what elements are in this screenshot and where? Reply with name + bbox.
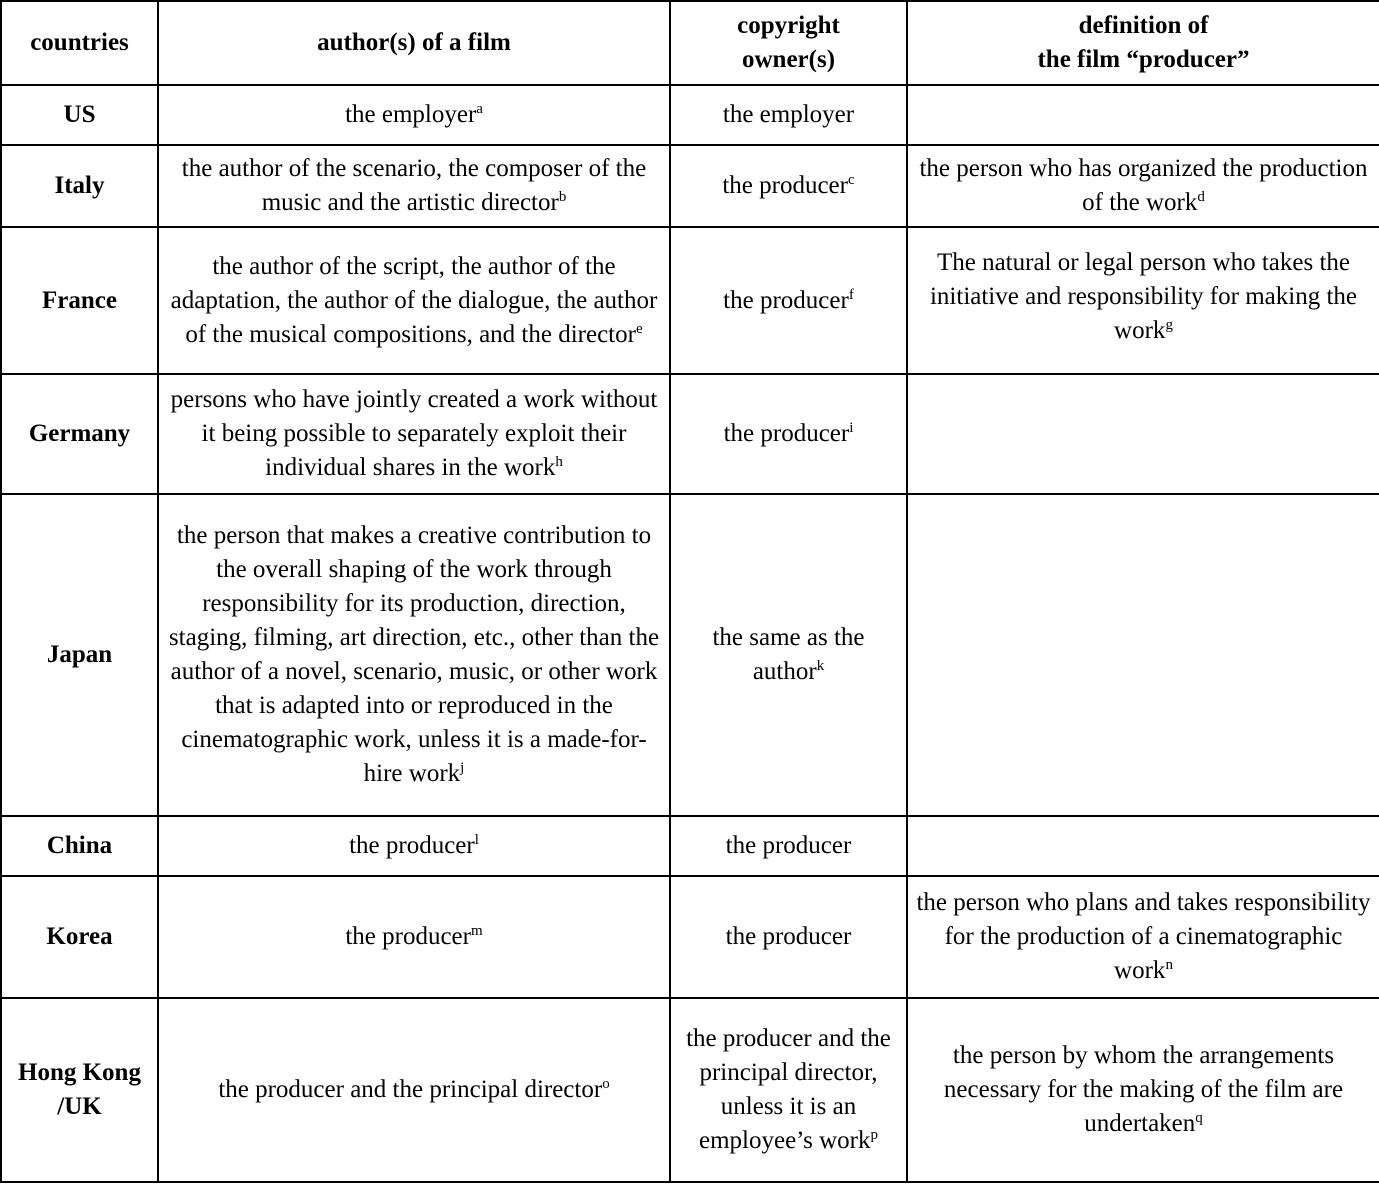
owner-text: the producer (723, 420, 850, 447)
definition-cell (907, 998, 1379, 1182)
country-cell: Hong Kong /UK (1, 998, 158, 1182)
definition-cell (907, 145, 1379, 227)
author-text: the author of the script, the author of the adaptation, the author of the dialogue, the author of the musical compositions, and the director (170, 252, 658, 348)
footnote-marker: b (558, 189, 567, 205)
country-cell: China (1, 816, 158, 876)
country-cell: Italy (1, 145, 158, 227)
header-owners-line1: copyright (737, 12, 840, 39)
footnote-marker: p (870, 1127, 878, 1143)
definition-cell (907, 494, 1379, 816)
definition-text: the person who has organized the production of the work (919, 155, 1368, 216)
header-authors: author(s) of a film (158, 1, 670, 85)
footnote-marker: a (476, 101, 483, 117)
country-cell: France (1, 227, 158, 374)
owner-cell (670, 876, 907, 998)
country-cell: Germany (1, 374, 158, 494)
owner-cell (670, 145, 907, 227)
definition-text: the person by whom the arrangements necessary for the making of the film are undertaken (943, 1042, 1344, 1137)
owner-text: the producer (723, 286, 849, 314)
country-cell: Korea (1, 876, 158, 998)
author-text: the producer and the principal director (218, 1076, 603, 1103)
table-row-japan (1, 494, 1379, 816)
definition-cell (907, 876, 1379, 998)
author-text: the person that makes a creative contribution to the overall shaping of the work through responsibility for its production, direction, staging, filming, art direction, etc., other than the author of a novel, scenario, music, or other work that is adapted into or reproduced in the cinematographic work, unless it is a made-for-hire work (168, 522, 660, 787)
country-cell: Japan (1, 494, 158, 816)
header-definition (907, 1, 1379, 85)
footnote-marker: d (1197, 189, 1205, 205)
author-cell (158, 876, 670, 998)
author-text: the employer (345, 101, 477, 128)
header-definition-line2: the film “producer” (1037, 46, 1250, 73)
definition-cell (907, 85, 1379, 145)
author-cell (158, 998, 670, 1182)
author-text: the author of the scenario, the composer of the music and the artistic director (181, 155, 647, 216)
footnote-marker: q (1195, 1110, 1203, 1126)
footnote-marker: m (470, 923, 483, 939)
owner-text: the producer and the principal director, unless it is an employee’s work (686, 1025, 891, 1154)
footnote-marker: o (602, 1076, 610, 1092)
author-cell (158, 85, 670, 145)
author-cell (158, 816, 670, 876)
footnote-marker: c (847, 172, 855, 188)
header-owners-line2: owner(s) (741, 46, 836, 73)
author-cell (158, 374, 670, 494)
footnote-marker: j (460, 760, 465, 776)
table-row-us (1, 85, 1379, 145)
owner-cell (670, 816, 907, 876)
owner-cell (670, 85, 907, 145)
table-row-hongkong-uk (1, 998, 1379, 1182)
header-countries: countries (1, 1, 158, 85)
owner-text: the producer (722, 172, 848, 199)
author-text: the producer (345, 923, 471, 950)
definition-text: the person who plans and takes responsibility for the production of a cinematographic work (916, 889, 1371, 984)
definition-cell (907, 816, 1379, 876)
owner-text: the producer (725, 832, 852, 859)
author-text: persons who have jointly created a work without it being possible to separately exploit their individual shares in the work (170, 386, 658, 481)
owner-cell (670, 494, 907, 816)
definition-cell (907, 227, 1379, 374)
footnote-marker: f (848, 286, 854, 303)
owner-text: the employer (722, 101, 855, 128)
table-row-france (1, 227, 1379, 374)
header-definition-line1: definition of (1078, 12, 1209, 39)
footnote-marker: l (474, 832, 479, 848)
country-cell: US (1, 85, 158, 145)
footnote-marker: n (1165, 957, 1173, 973)
definition-cell (907, 374, 1379, 494)
table-row-italy (1, 145, 1379, 227)
owner-text: the same as the author (712, 624, 865, 685)
author-cell (158, 227, 670, 374)
header-row (1, 1, 1379, 85)
footnote-marker: i (849, 420, 854, 436)
owner-cell (670, 227, 907, 374)
owner-cell (670, 998, 907, 1182)
table-row-germany (1, 374, 1379, 494)
author-cell (158, 145, 670, 227)
header-owners (670, 1, 907, 85)
author-text: the producer (349, 832, 475, 859)
footnote-marker: g (1165, 316, 1173, 333)
owner-cell (670, 374, 907, 494)
author-cell (158, 494, 670, 816)
footnote-marker: e (635, 320, 643, 337)
footnote-marker: k (816, 658, 825, 674)
table-row-korea (1, 876, 1379, 998)
table-row-china (1, 816, 1379, 876)
footnote-marker: h (555, 454, 563, 470)
owner-text: the producer (725, 923, 852, 950)
definition-text: The natural or legal person who takes the initiative and responsibility for making the work (929, 248, 1357, 344)
